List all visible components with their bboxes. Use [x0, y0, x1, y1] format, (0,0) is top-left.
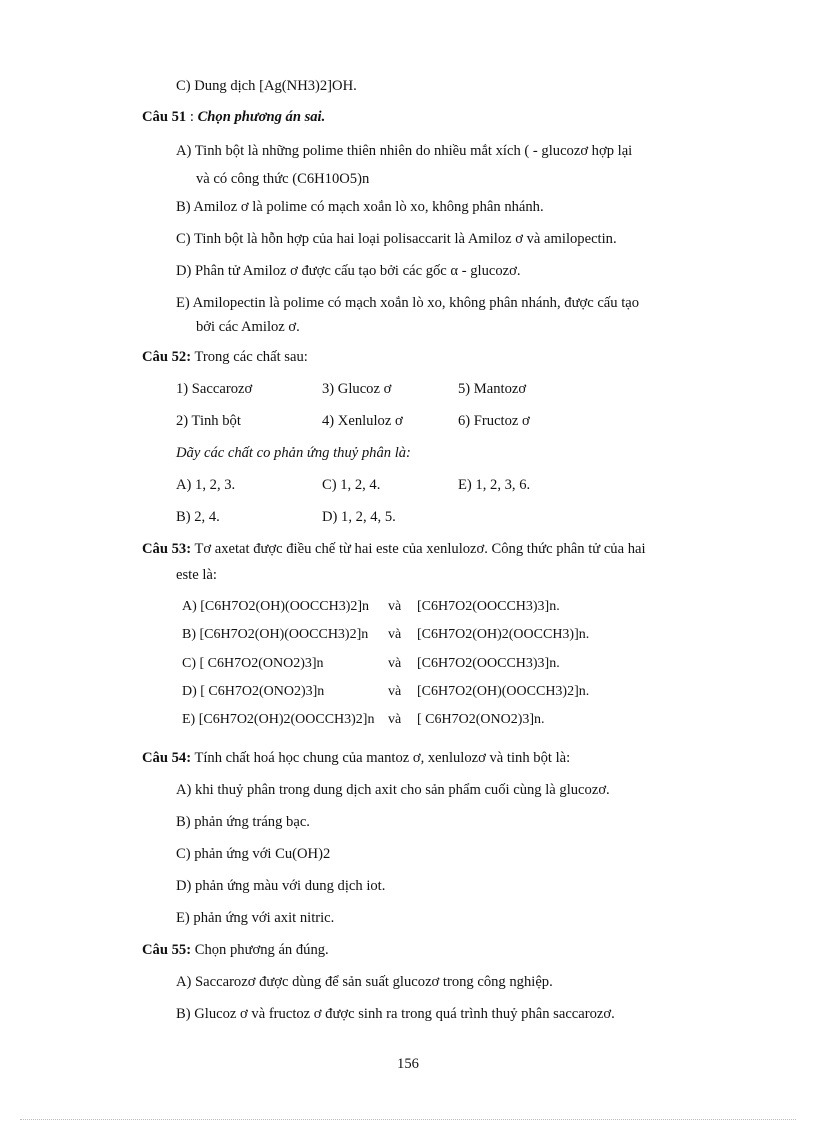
option-e-line1: E) Amilopectin là polime có mạch xoắn lò xo, không phân nhánh, được cấu tạo [176, 295, 640, 311]
separator: : [186, 109, 198, 125]
option-c: C) Tinh bột là hỗn hợp của hai loại polisaccarit là Amiloz ơ và amilopectin. [176, 231, 617, 247]
formula-right-d: [C6H7O2(OH)(OOCCH3)2]n. [417, 684, 590, 699]
formula-right-b: [C6H7O2(OH)2(OOCCH3)]n. [417, 627, 590, 642]
question-52 [142, 348, 308, 366]
option-b: B) phản ứng tráng bạc. [176, 814, 310, 830]
answer-option: A) 1, 2, 3. [176, 477, 236, 493]
and-word: và [388, 627, 402, 642]
answer-option: B) 2, 4. [176, 509, 220, 525]
substance-item: 3) Glucoz ơ [322, 381, 392, 397]
question-prompt: Chọn phương án đúng. [191, 942, 329, 958]
option-a-line2: và có công thức (C6H10O5)n [196, 171, 370, 187]
answer-option: E) 1, 2, 3, 6. [458, 477, 531, 493]
answer-option: D) 1, 2, 4, 5. [322, 509, 396, 525]
option-e: E) phản ứng với axit nitric. [176, 910, 335, 926]
sub-prompt: Dãy các chất co phản ứng thuỷ phân là: [176, 445, 411, 461]
formula-left-d: D) [ C6H7O2(ONO2)3]n [182, 684, 325, 699]
substance-item: 6) Fructoz ơ [458, 413, 530, 429]
answer-option: C) 1, 2, 4. [322, 477, 381, 493]
question-55 [142, 941, 329, 959]
formula-left-e: E) [C6H7O2(OH)2(OOCCH3)2]n [182, 712, 375, 727]
question-number: Câu 53: [142, 541, 192, 557]
substance-item: 5) Mantozơ [458, 381, 527, 397]
question-number: Câu 54: [142, 750, 192, 766]
option-d: D) phản ứng màu với dung dịch iot. [176, 878, 386, 894]
page-number: 156 [397, 1056, 419, 1072]
question-51 [142, 108, 325, 126]
substance-item: 2) Tinh bột [176, 413, 241, 429]
question-number: Câu 52: [142, 349, 192, 365]
question-prompt: Tơ axetat được điều chế từ hai este của xenlulozơ. Công thức phân tử của hai [191, 541, 646, 557]
formula-right-e: [ C6H7O2(ONO2)3]n. [417, 712, 545, 727]
option-e-line2: bởi các Amiloz ơ. [196, 319, 300, 335]
question-number: Câu 51 [142, 109, 187, 125]
and-word: và [388, 599, 402, 614]
and-word: và [388, 684, 402, 699]
question-number: Câu 55: [142, 942, 192, 958]
question-prompt: Trong các chất sau: [191, 349, 308, 365]
option-b: B) Glucoz ơ và fructoz ơ được sinh ra trong quá trình thuỷ phân saccarozơ. [176, 1006, 615, 1022]
option-c: C) phản ứng với Cu(OH)2 [176, 846, 331, 862]
question-53 [142, 540, 646, 558]
option-a: A) Saccarozơ được dùng để sản suất glucozơ trong công nghiệp. [176, 974, 553, 990]
formula-left-a: A) [C6H7O2(OH)(OOCCH3)2]n [182, 599, 370, 614]
question-prompt-cont: este là: [176, 567, 217, 583]
substance-item: 4) Xenluloz ơ [322, 413, 403, 429]
and-word: và [388, 712, 402, 727]
question-54 [142, 749, 570, 767]
option-a: A) khi thuỷ phân trong dung dịch axit cho sản phẩm cuối cùng là glucozơ. [176, 782, 610, 798]
option-d: D) Phân tử Amiloz ơ được cấu tạo bởi các gốc α - glucozơ. [176, 263, 521, 279]
option-b: B) Amiloz ơ là polime có mạch xoắn lò xo, không phân nhánh. [176, 199, 544, 215]
and-word: và [388, 656, 402, 671]
bottom-divider [20, 1119, 796, 1120]
question-prompt: Chọn phương án sai. [197, 109, 326, 125]
formula-right-a: [C6H7O2(OOCCH3)3]n. [417, 599, 560, 614]
formula-left-c: C) [ C6H7O2(ONO2)3]n [182, 656, 324, 671]
formula-right-c: [C6H7O2(OOCCH3)3]n. [417, 656, 560, 671]
substance-item: 1) Saccarozơ [176, 381, 253, 397]
question-prompt: Tính chất hoá học chung của mantoz ơ, xenlulozơ và tinh bột là: [191, 750, 571, 766]
formula-left-b: B) [C6H7O2(OH)(OOCCH3)2]n [182, 627, 369, 642]
option-text: C) Dung dịch [Ag(NH3)2]OH. [176, 78, 357, 94]
option-a-line1: A) Tinh bột là những polime thiên nhiên do nhiều mắt xích ( - glucozơ hợp lại [176, 143, 633, 159]
